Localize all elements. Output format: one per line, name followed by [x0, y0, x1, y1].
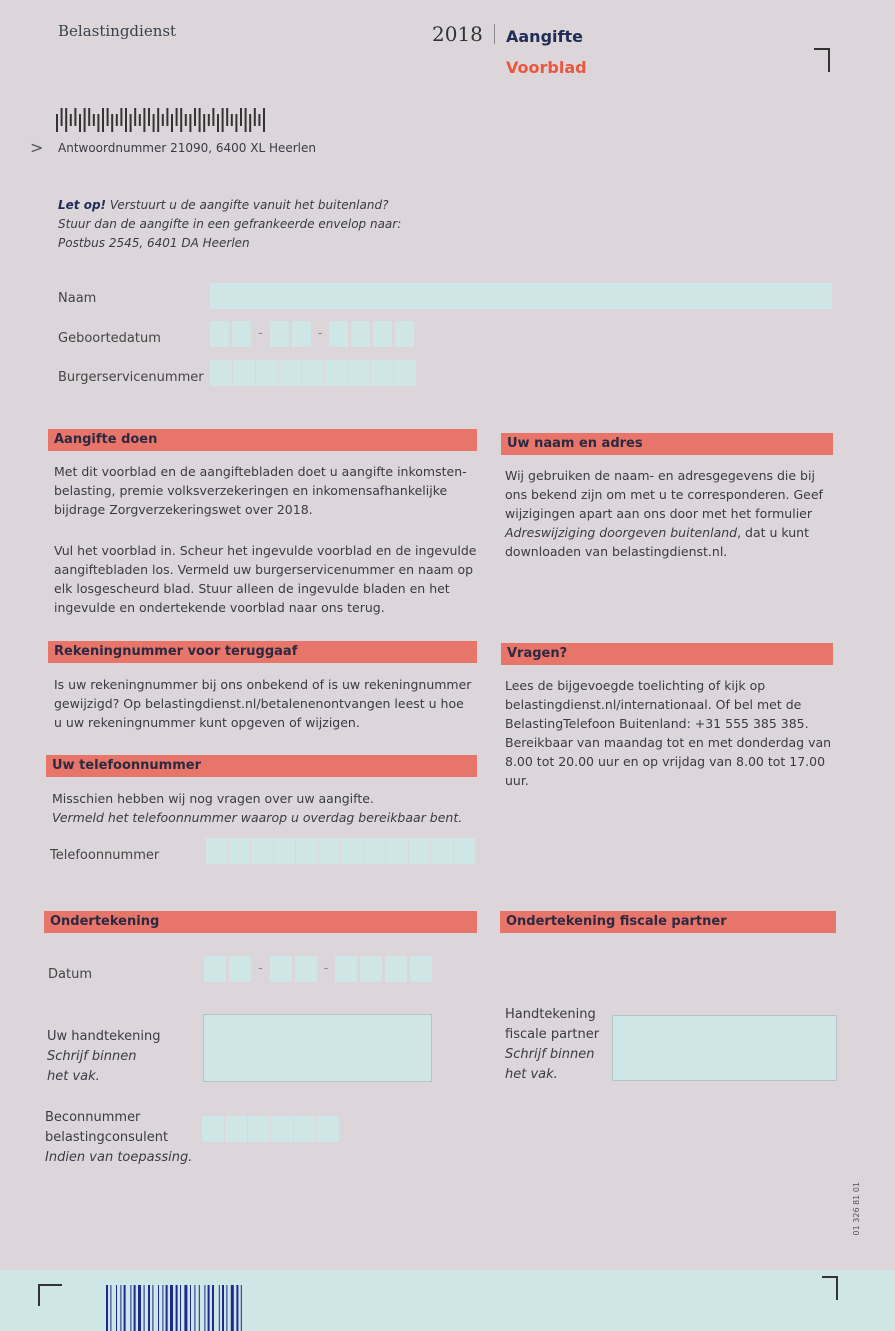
section-rekening-title: Rekeningnummer voor teruggaaf: [48, 641, 477, 663]
section-vragen-title: Vragen?: [501, 643, 833, 665]
phone-field[interactable]: [206, 838, 475, 864]
header-separator: [494, 24, 495, 44]
vragen-text: Lees de bijgevoegde toelichting of kijk op belastingdienst.nl/internationaal. Of bel met de BelastingTelefoon Buitenland: +31 555 385 385. Bereikbaar van maandag tot en met donderdag van 8.00 tot 20.00 uur en op vrijdag van 8.00 tot 17.00 uur.: [505, 678, 832, 788]
corner-mark-top-right: [814, 48, 830, 72]
section-aangifte-title: Aangifte doen: [48, 429, 477, 451]
date-dash: -: [258, 961, 263, 976]
bsn-field[interactable]: [210, 360, 416, 386]
birthdate-label: Geboortedatum: [58, 331, 161, 346]
partner-signature-box[interactable]: [612, 1015, 837, 1081]
abroad-notice: [58, 196, 458, 253]
section-ondertekening-title: Ondertekening: [44, 911, 477, 933]
postal-barcode: [56, 108, 270, 132]
signature-label-2: Schrijf binnen: [47, 1049, 137, 1064]
birthdate-field[interactable]: [210, 321, 414, 347]
phone-label: Telefoonnummer: [50, 848, 160, 863]
naam-adres-text-end: , dat u kunt downloaden van belastingdienst.nl.: [505, 525, 810, 559]
organization-name: Belastingdienst: [58, 22, 177, 40]
rekening-text: Is uw rekeningnummer bij ons onbekend of is uw rekeningnummer gewijzigd? Op belastingdienst.nl/betalenenontvangen leest u hoe u uw rekeningnummer kunt opgeven of wijzigen.: [54, 677, 472, 730]
date-dash: -: [317, 326, 323, 341]
form-title: Aangifte: [506, 27, 583, 46]
signature-label-1: Uw handtekening: [47, 1029, 161, 1044]
notice-line1: Verstuurt u de aangifte vanuit het buitenland?: [106, 198, 389, 212]
becon-label-3: Indien van toepassing.: [45, 1150, 193, 1165]
becon-label-2: belastingconsulent: [45, 1130, 169, 1145]
partner-sign-label: [505, 1005, 599, 1085]
document-barcode: [106, 1285, 320, 1331]
becon-label: [45, 1108, 192, 1168]
notice-bold: Let op!: [58, 198, 107, 212]
signature-label-3: het vak.: [47, 1069, 100, 1084]
corner-mark-bottom-right: [822, 1276, 838, 1300]
date-dash: -: [258, 326, 263, 341]
telefoon-text-2: Vermeld het telefoonnummer waarop u overdag bereikbaar bent.: [52, 810, 463, 825]
naam-adres-form-name: Adreswijziging doorgeven buitenland: [505, 525, 738, 540]
name-label: Naam: [58, 291, 97, 306]
naam-adres-text: [505, 466, 831, 561]
name-field[interactable]: [210, 283, 832, 309]
date-dash: -: [323, 961, 329, 976]
partner-sign-label-3: Schrijf binnen: [505, 1047, 595, 1062]
aangifte-text-2: Vul het voorblad in. Scheur het ingevulde voorblad en de ingevulde aangiftebladen los. Vermeld uw burgerservicenummer en naam op elk losgescheurd blad. Stuur alleen de ingevulde bladen en het ingevulde en ondertekende voorblad naar ons terug.: [54, 543, 477, 615]
signature-box[interactable]: [203, 1014, 432, 1082]
partner-sign-label-2: fiscale partner: [505, 1027, 600, 1042]
form-year: 2018: [432, 22, 483, 46]
form-subtitle: Voorblad: [506, 58, 587, 77]
signature-label: [47, 1027, 160, 1087]
notice-line2: Stuur dan de aangifte in een gefrankeerde envelop naar:: [58, 217, 402, 231]
aangifte-text-1: Met dit voorblad en de aangiftebladen doet u aangifte inkomsten-belasting, premie volksverzekeringen en inkomensafhankelijke bijdrage Zorgverzekeringswet over 2018.: [54, 464, 467, 517]
partner-sign-label-1: Handtekening: [505, 1007, 596, 1022]
arrow-icon: >: [30, 138, 44, 157]
reply-address: Antwoordnummer 21090, 6400 XL Heerlen: [58, 141, 316, 155]
becon-label-1: Beconnummer: [45, 1110, 141, 1125]
section-naam-adres-title: Uw naam en adres: [501, 433, 833, 455]
bsn-label: Burgerservicenummer: [58, 370, 204, 385]
corner-mark-bottom-left: [38, 1284, 62, 1306]
signature-date-label: Datum: [48, 967, 92, 982]
naam-adres-text-1: Wij gebruiken de naam- en adresgegevens die bij ons bekend zijn om met u te corresponderen. Geef wijzigingen apart aan ons door met het formulier: [505, 468, 823, 521]
section-partner-title: Ondertekening fiscale partner: [500, 911, 836, 933]
partner-sign-label-4: het vak.: [505, 1067, 558, 1082]
becon-field[interactable]: [202, 1116, 339, 1142]
signature-date-field[interactable]: [204, 956, 432, 982]
telefoon-text-1: Misschien hebben wij nog vragen over uw aangifte.: [52, 791, 374, 806]
notice-line3: Postbus 2545, 6401 DA Heerlen: [58, 236, 250, 250]
section-telefoon-title: Uw telefoonnummer: [46, 755, 477, 777]
form-code: 01 326 81 01: [852, 1182, 861, 1236]
